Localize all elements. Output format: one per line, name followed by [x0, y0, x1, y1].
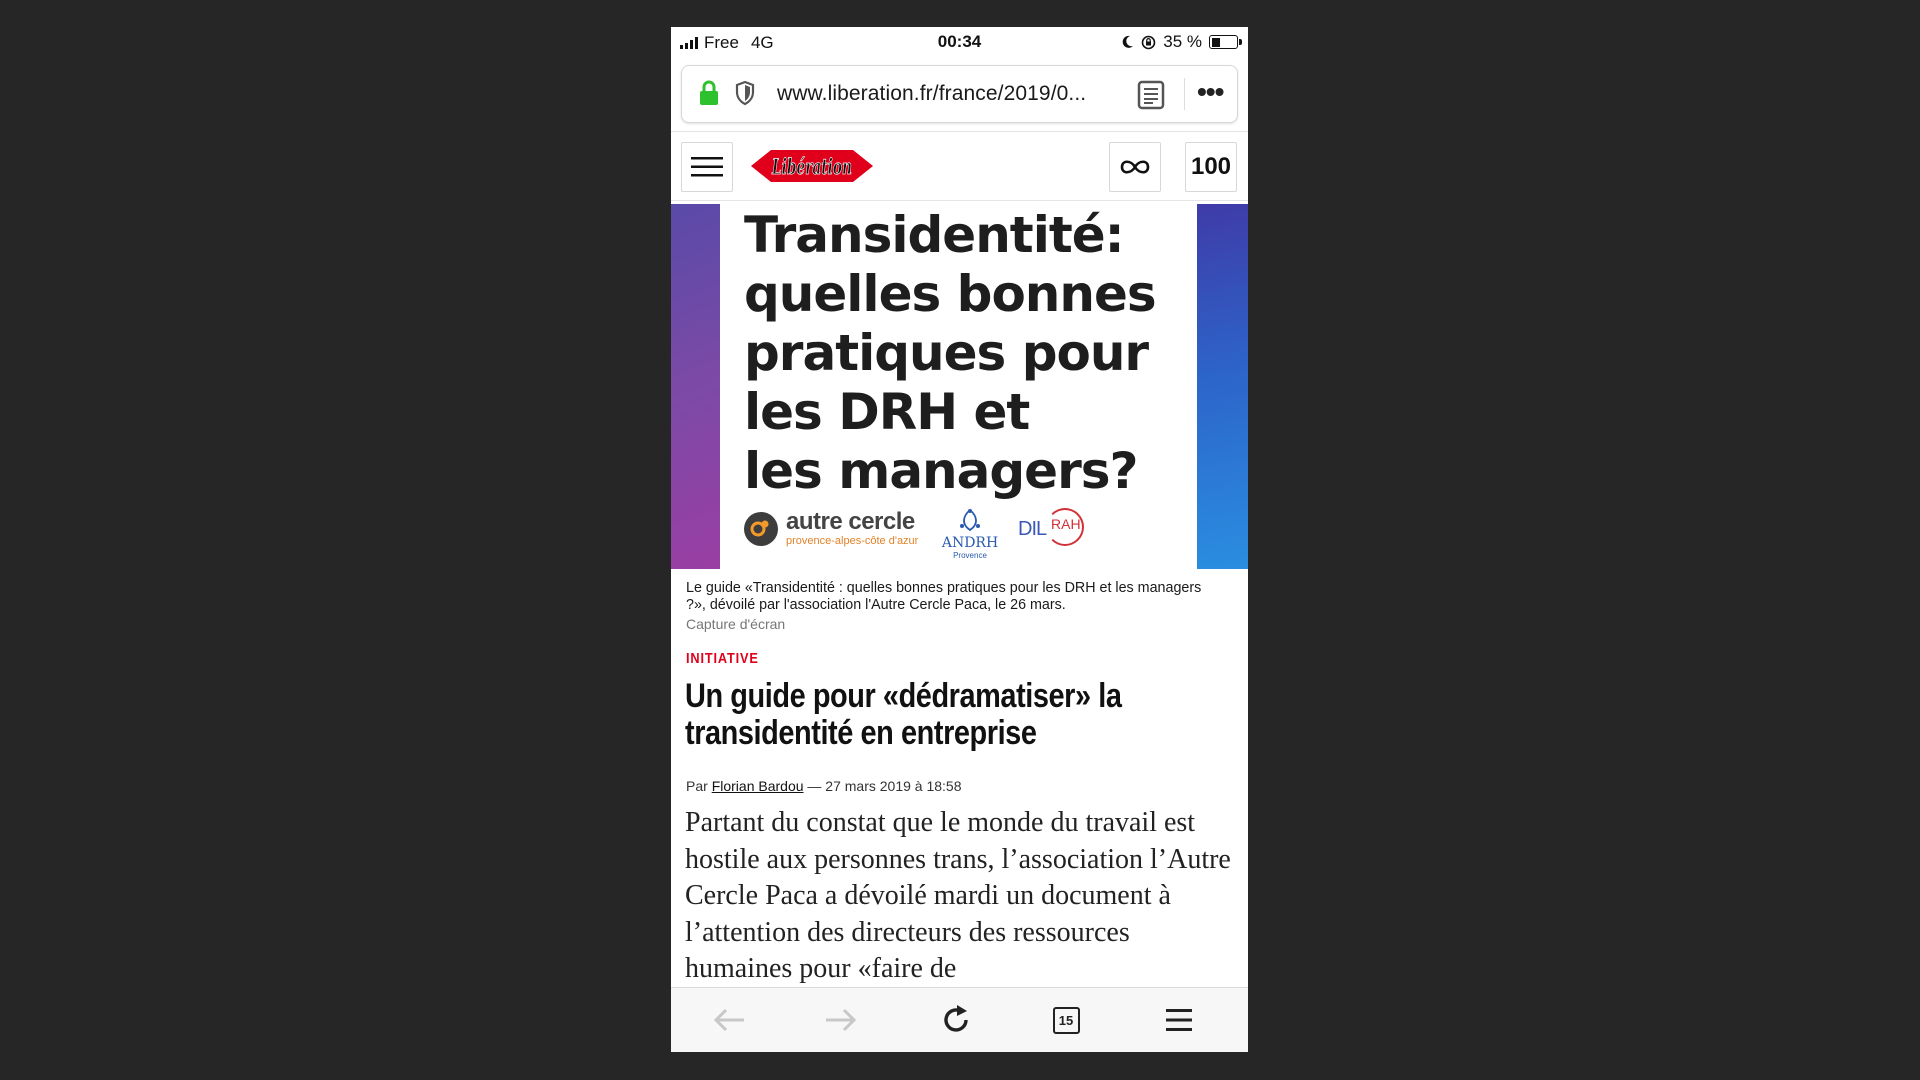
tracking-protection-shield-icon[interactable]	[734, 80, 756, 106]
hero-right-band	[1197, 204, 1248, 569]
browser-menu-button[interactable]	[1159, 1002, 1199, 1038]
autre-cercle-icon	[744, 512, 778, 546]
autre-cercle-region: provence-alpes-côte d'azur	[786, 535, 919, 547]
forward-button[interactable]	[821, 1002, 861, 1038]
site-header	[671, 132, 1248, 201]
battery-icon	[1209, 35, 1238, 49]
hero-title	[744, 206, 1174, 501]
image-caption: Le guide «Transidentité : quelles bonnes pratiques pour les DRH et les managers ?», dévoilé par l'association l'Autre Cercle Paca, le 26 mars.	[686, 580, 1202, 613]
section-label[interactable]: INITIATIVE	[686, 650, 759, 667]
reader-view-icon[interactable]	[1137, 80, 1165, 110]
back-arrow-icon	[712, 1007, 746, 1033]
hero-title-line: pratiques pour	[744, 324, 1149, 382]
network-label: 4G	[750, 33, 774, 52]
tabs-count: 15	[1053, 1007, 1080, 1034]
orientation-lock-icon	[1141, 35, 1156, 50]
author-link[interactable]: Florian Bardou	[711, 778, 804, 794]
byline-prefix: Par	[686, 778, 708, 794]
clock: 00:34	[937, 32, 982, 51]
article-headline	[685, 678, 1127, 752]
andrh-sub: Provence	[953, 551, 987, 560]
site-menu-button[interactable]	[681, 142, 733, 192]
liberation-logo[interactable]	[751, 146, 873, 186]
andrh-logo	[940, 508, 1000, 560]
infinity-icon	[1118, 158, 1152, 176]
hero-left-band	[671, 204, 720, 569]
carrier-label: Free	[704, 33, 739, 52]
image-credit: Capture d'écran	[686, 616, 786, 632]
article-body: Partant du constat que le monde du travail est hostile aux personnes trans, l’association l’Autre Cercle Paca a dévoilé mardi un document à l’attention des directeurs des ressources humaines pour «faire de	[685, 807, 1231, 984]
hero-title-line: les DRH et	[744, 383, 1030, 441]
hero-title-line: Transidentité:	[744, 206, 1124, 264]
status-bar	[671, 27, 1248, 57]
hamburger-icon	[691, 156, 723, 178]
counter-button[interactable]: 100	[1185, 142, 1237, 192]
andrh-name: ANDRH	[941, 535, 999, 551]
page-actions-more-icon[interactable]: •••	[1197, 76, 1224, 107]
tabs-button[interactable]	[1046, 1002, 1086, 1038]
back-button[interactable]	[709, 1002, 749, 1038]
moon-icon	[1122, 35, 1134, 49]
hero-title-line: les managers?	[744, 442, 1138, 500]
autre-cercle-name: autre cercle	[786, 508, 915, 535]
url-text[interactable]: www.liberation.fr/france/2019/0...	[777, 82, 1087, 105]
publish-date: — 27 mars 2019 à 18:58	[807, 778, 962, 794]
menu-icon	[1165, 1007, 1193, 1033]
dilcrah-dil: DIL	[1018, 518, 1047, 540]
headline-line: Un guide pour «dédramatiser» la	[685, 677, 1122, 715]
phone-screen	[671, 27, 1248, 1051]
hero-image	[671, 204, 1248, 569]
logo-text: Libération	[771, 154, 852, 179]
dilcrah-rah: RAH	[1051, 516, 1081, 532]
reload-icon	[940, 1004, 972, 1036]
byline	[686, 778, 962, 794]
hero-title-line: quelles bonnes	[744, 265, 1156, 323]
dilcrah-logo	[1018, 508, 1088, 556]
headline-line: transidentité en entreprise	[685, 714, 1037, 752]
reload-button[interactable]	[936, 1002, 976, 1038]
lock-icon[interactable]	[698, 80, 720, 106]
address-bar[interactable]	[681, 65, 1238, 123]
url-separator	[1184, 78, 1185, 110]
battery-fill	[1212, 38, 1220, 47]
browser-toolbar	[671, 987, 1248, 1052]
andrh-icon	[955, 508, 985, 532]
partner-logos	[744, 508, 1164, 564]
forward-arrow-icon	[824, 1007, 858, 1033]
battery-percent: 35 %	[1163, 32, 1202, 51]
infinite-feed-button[interactable]	[1109, 142, 1161, 192]
